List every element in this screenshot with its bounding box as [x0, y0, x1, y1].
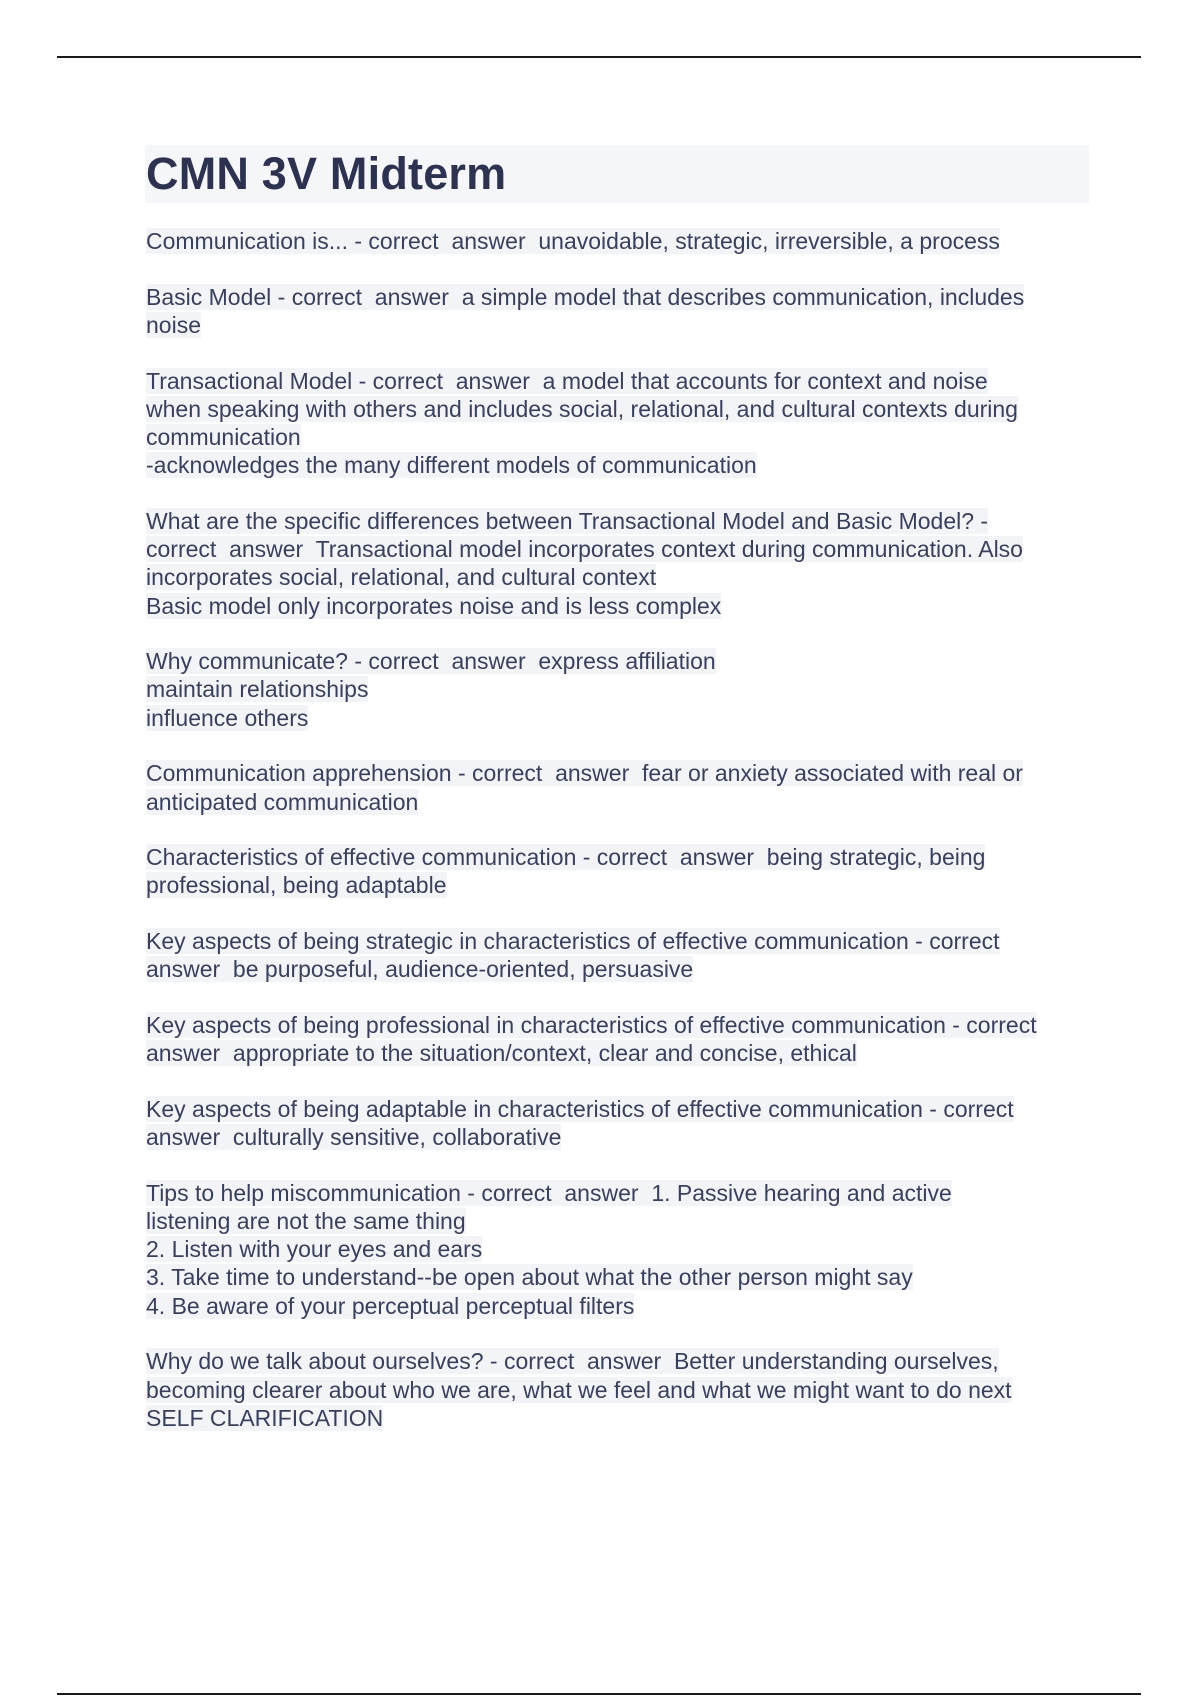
qa-line-text: communication: [146, 424, 301, 451]
qa-item: [146, 283, 1094, 339]
qa-line: [146, 283, 1094, 311]
qa-line: [146, 843, 1094, 871]
qa-line: [146, 647, 1094, 675]
qa-line-text: Key aspects of being adaptable in characteristics of effective communication - correct: [146, 1095, 1014, 1122]
qa-line: [146, 1207, 1094, 1235]
qa-line: [146, 955, 1094, 983]
qa-line-text: influence others: [146, 704, 309, 731]
qa-line-text: listening are not the same thing: [146, 1208, 466, 1235]
qa-line-text: Basic model only incorporates noise and is less complex: [146, 592, 722, 619]
qa-line-text: -acknowledges the many different models of communication: [146, 452, 757, 479]
qa-line: [146, 311, 1094, 339]
qa-line: [146, 1292, 1094, 1320]
qa-line-text: noise: [146, 311, 201, 338]
qa-line-text: Characteristics of effective communication - correct answer being strategic, being: [146, 844, 986, 871]
qa-line-text: Tips to help miscommunication - correct answer 1. Passive hearing and active: [146, 1179, 952, 1206]
qa-line: [146, 563, 1094, 591]
qa-line: [146, 927, 1094, 955]
qa-item: [146, 227, 1094, 255]
page-title: CMN 3V Midterm: [146, 148, 507, 199]
qa-line-text: Communication is... - correct answer unavoidable, strategic, irreversible, a process: [146, 228, 1000, 254]
qa-line: [146, 871, 1094, 899]
qa-line-text: Transactional Model - correct answer a model that accounts for context and noise: [146, 367, 988, 394]
qa-item: [146, 843, 1094, 899]
qa-line-text: anticipated communication: [146, 788, 419, 815]
qa-line-text: 2. Listen with your eyes and ears: [146, 1236, 483, 1263]
qa-line: [146, 535, 1094, 563]
qa-line: [146, 788, 1094, 816]
qa-line: [146, 451, 1094, 479]
qa-line-text: Basic Model - correct answer a simple model that describes communication, includes: [146, 283, 1025, 310]
qa-line: [146, 759, 1094, 787]
qa-line: [146, 1404, 1094, 1432]
qa-line: [146, 1376, 1094, 1404]
qa-line: [146, 367, 1094, 395]
qa-line: [146, 395, 1094, 423]
qa-line-text: What are the specific differences between Transactional Model and Basic Model? -: [146, 507, 989, 534]
qa-line: [146, 675, 1094, 703]
qa-item: [146, 759, 1094, 815]
qa-line: [146, 1179, 1094, 1207]
qa-line-text: SELF CLARIFICATION: [146, 1404, 384, 1431]
bottom-rule: [57, 1693, 1141, 1695]
qa-line: [146, 1011, 1094, 1039]
qa-line-text: 4. Be aware of your perceptual perceptual filters: [146, 1292, 635, 1319]
qa-line-text: incorporates social, relational, and cultural context: [146, 564, 657, 591]
qa-line: [146, 227, 1094, 255]
qa-line-text: professional, being adaptable: [146, 872, 447, 899]
qa-line: [146, 507, 1094, 535]
qa-line: [146, 1039, 1094, 1067]
qa-line-text: answer be purposeful, audience-oriented, persuasive: [146, 956, 694, 983]
qa-line: [146, 704, 1094, 732]
qa-line-text: Why communicate? - correct answer express affiliation: [146, 648, 716, 675]
qa-line-text: Communication apprehension - correct answer fear or anxiety associated with real or: [146, 760, 1023, 787]
qa-item: [146, 1179, 1094, 1320]
qa-line-text: answer culturally sensitive, collaborative: [146, 1124, 562, 1151]
qa-line-text: Why do we talk about ourselves? - correct answer Better understanding ourselves,: [146, 1348, 999, 1375]
qa-line: [146, 1263, 1094, 1291]
qa-item: [146, 1095, 1094, 1151]
qa-line: [146, 592, 1094, 620]
qa-line-text: correct answer Transactional model incorporates context during communication. Also: [146, 536, 1023, 563]
qa-list: [146, 227, 1094, 1460]
qa-item: [146, 367, 1094, 480]
qa-line-text: 3. Take time to understand--be open about what the other person might say: [146, 1264, 913, 1291]
qa-line: [146, 1235, 1094, 1263]
qa-item: [146, 647, 1094, 732]
qa-line: [146, 1347, 1094, 1375]
qa-item: [146, 1011, 1094, 1067]
qa-item: [146, 927, 1094, 983]
qa-item: [146, 507, 1094, 620]
qa-line-text: maintain relationships: [146, 676, 369, 703]
qa-line-text: becoming clearer about who we are, what we feel and what we might want to do next: [146, 1376, 1012, 1403]
qa-line: [146, 1095, 1094, 1123]
qa-line: [146, 1123, 1094, 1151]
qa-line-text: when speaking with others and includes social, relational, and cultural contexts during: [146, 395, 1018, 422]
top-rule: [57, 56, 1141, 58]
qa-line-text: Key aspects of being professional in characteristics of effective communication - correct: [146, 1012, 1037, 1039]
qa-item: [146, 1347, 1094, 1432]
qa-line-text: Key aspects of being strategic in characteristics of effective communication - correct: [146, 928, 1000, 955]
qa-line-text: answer appropriate to the situation/context, clear and concise, ethical: [146, 1040, 857, 1067]
qa-line: [146, 423, 1094, 451]
